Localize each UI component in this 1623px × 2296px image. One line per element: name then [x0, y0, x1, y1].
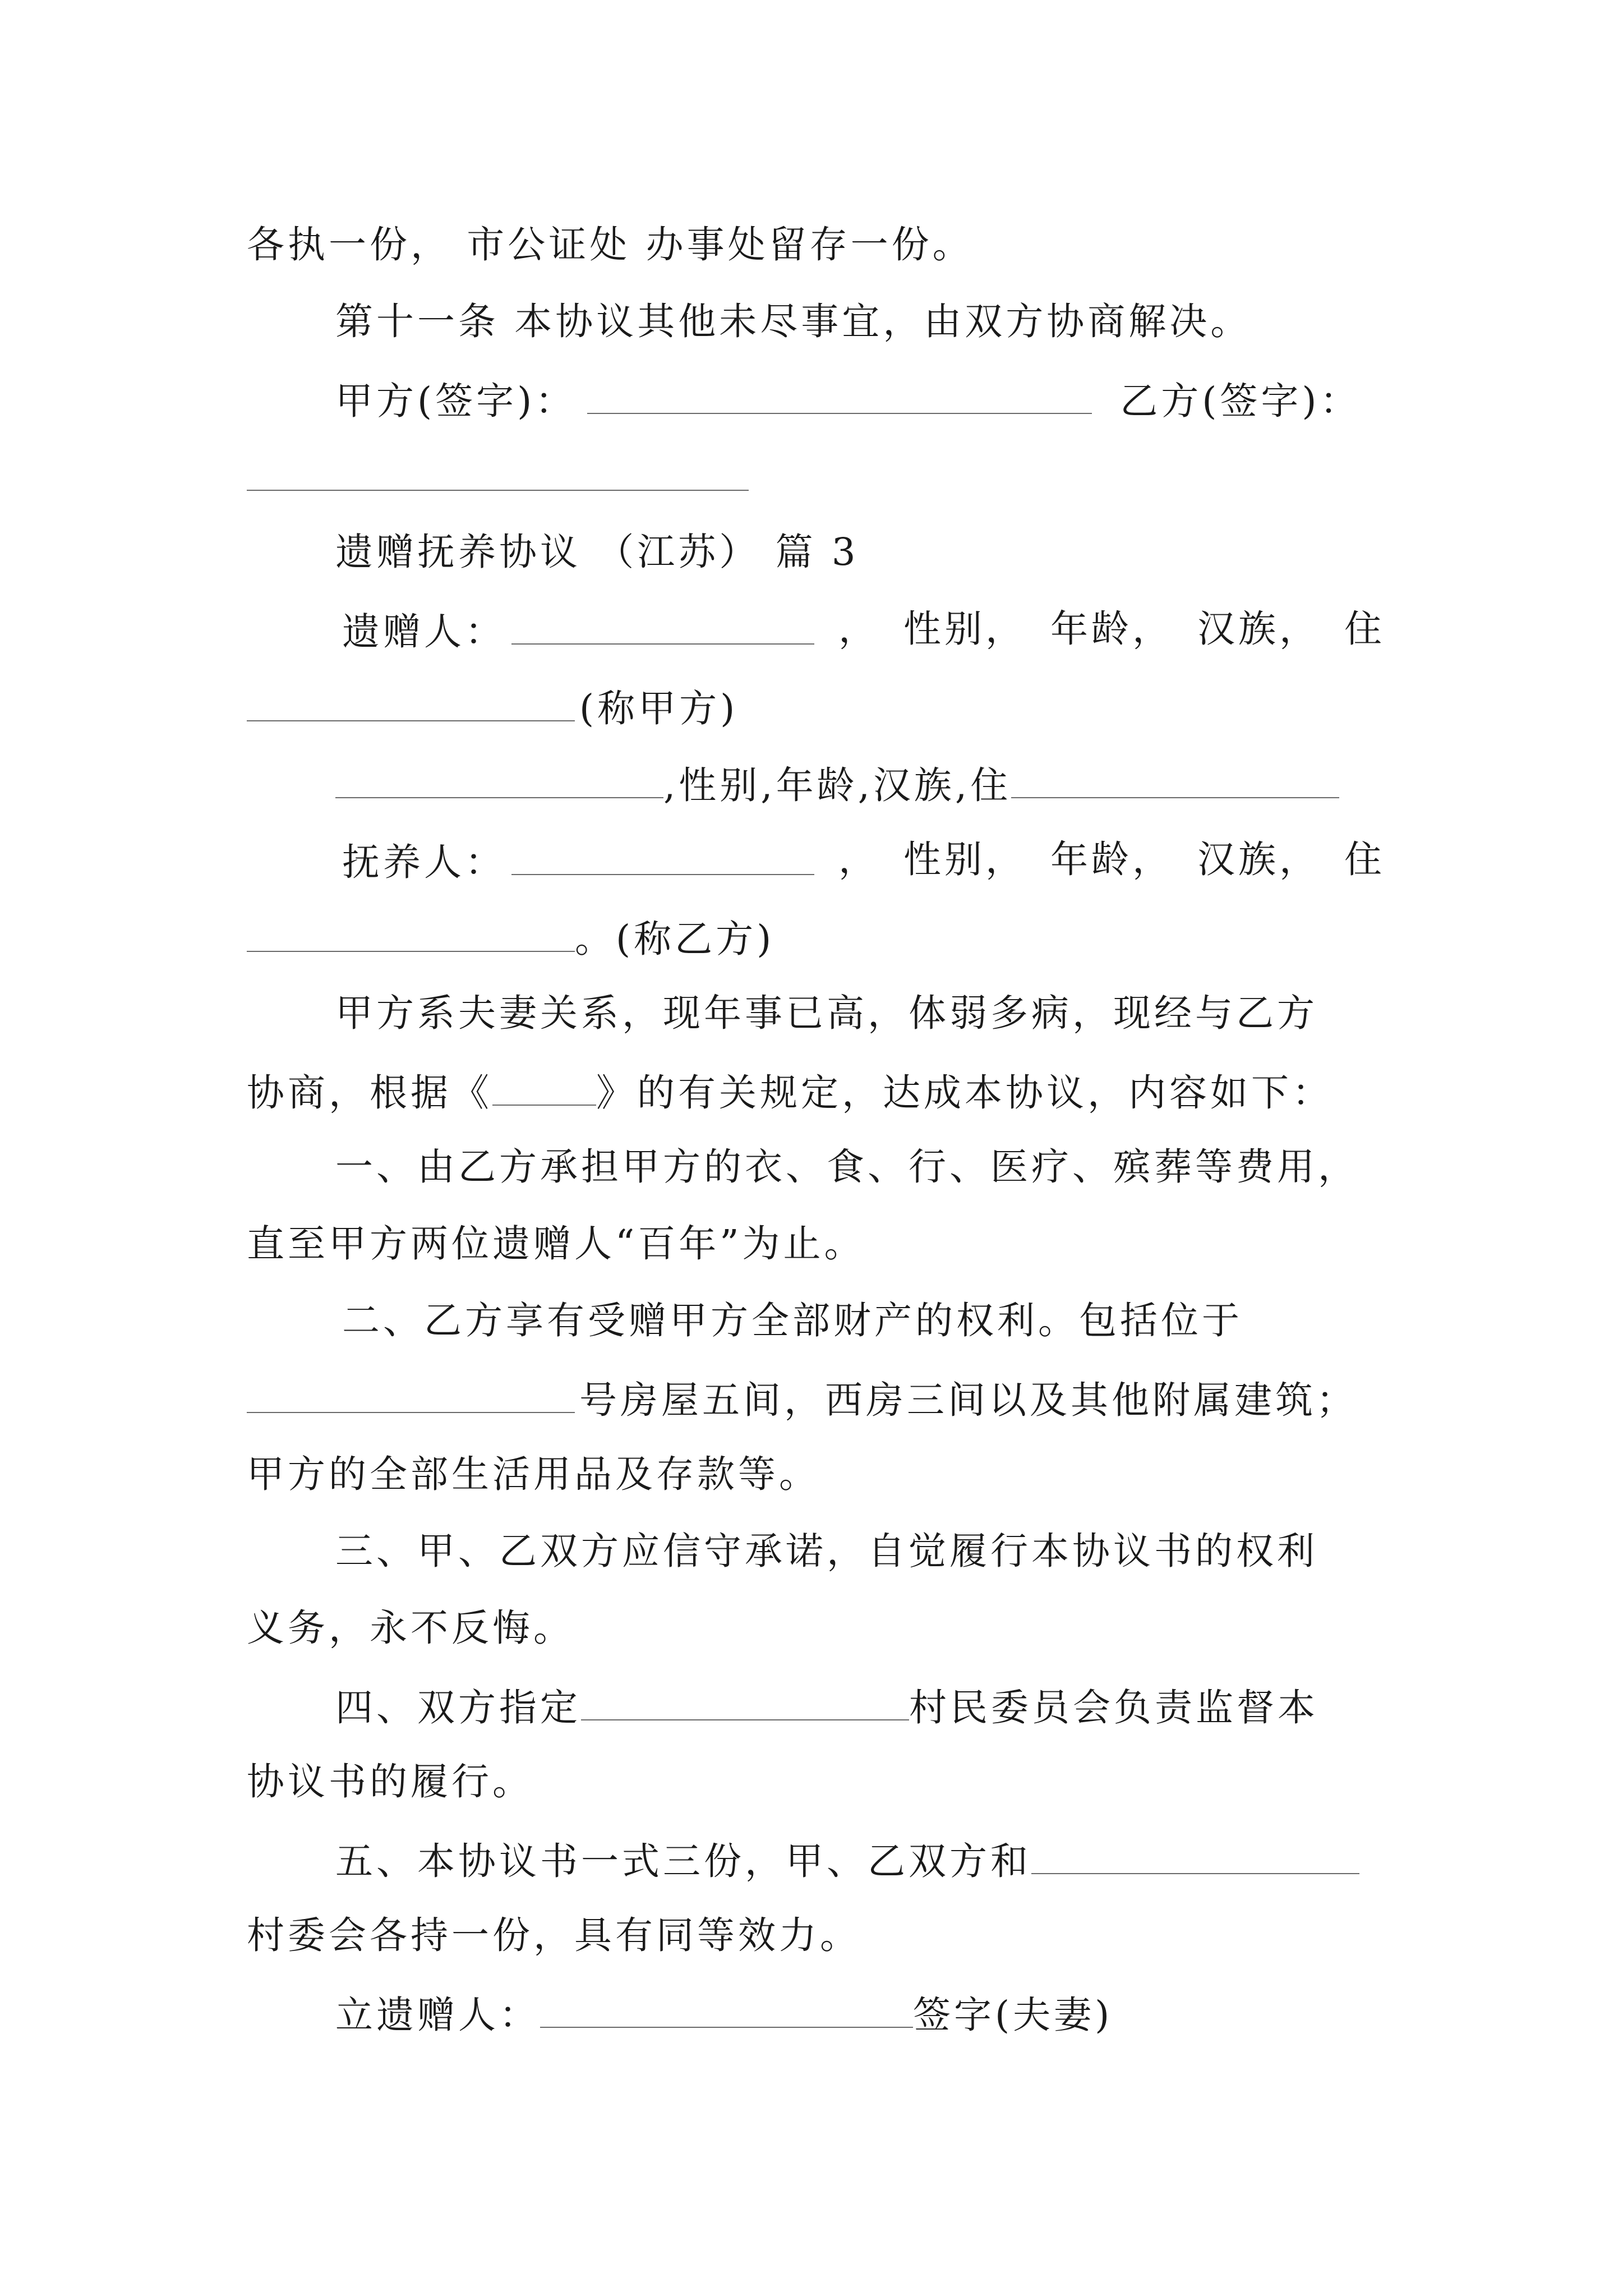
- bequeather-label: 遗赠人：: [342, 610, 506, 654]
- text-line: [247, 217, 1391, 273]
- text: 五、本协议书一式三份，甲、乙双方和: [335, 1839, 1031, 1883]
- text-line: [247, 908, 1391, 964]
- bequeather-signature-line: [335, 1984, 1479, 2040]
- party-a-signature-blank: [587, 370, 1092, 414]
- text: 。(称乙方): [575, 917, 775, 961]
- paragraph-line: [247, 1754, 1391, 1810]
- text: ,性别,年龄,汉族,住: [663, 763, 1012, 807]
- text: 三、甲、乙双方应信守承诺，自觉履行本协议书的权利: [335, 1529, 1318, 1573]
- law-name-blank: [492, 1062, 596, 1106]
- text: 年龄，: [1050, 838, 1173, 881]
- paragraph-line: [247, 1600, 1391, 1656]
- text: 住: [1344, 607, 1385, 651]
- signature-line: [335, 370, 1401, 426]
- text: 汉族，: [1197, 838, 1320, 881]
- paragraph-line: [247, 1062, 1391, 1118]
- paragraph-line: [247, 1907, 1391, 1963]
- bequeather-line: [342, 601, 1385, 657]
- party-b-signature-blank: [247, 447, 749, 491]
- text: 甲方系夫妻关系，现年事已高，体弱多病，现经与乙方: [335, 991, 1318, 1035]
- text: 四、双方指定: [335, 1686, 581, 1729]
- party-a-signature-label: 甲方(签字)：: [335, 379, 577, 423]
- party-b-signature-label: 乙方(签字)：: [1120, 379, 1361, 423]
- text: 村委会各持一份，具有同等效力。: [247, 1913, 861, 1957]
- text: ，: [838, 607, 879, 651]
- name-blank: [335, 754, 663, 798]
- village-blank: [1031, 1830, 1359, 1874]
- text: 一、由乙方承担甲方的衣、食、行、医疗、殡葬等费用，: [335, 1145, 1359, 1189]
- blank-line: [247, 447, 1391, 503]
- text: 汉族，: [1197, 607, 1320, 651]
- paragraph-line: [335, 985, 1479, 1041]
- article-11: [335, 293, 1479, 349]
- heading-text: 遗赠抚养协议 （江苏） 篇 3: [335, 530, 859, 574]
- text: ，: [838, 838, 879, 881]
- text: 直至甲方两位遗赠人“百年”为止。: [247, 1222, 865, 1266]
- text: 年龄，: [1050, 607, 1173, 651]
- village-committee-blank: [581, 1677, 909, 1720]
- text: 协议书的履行。: [247, 1760, 533, 1803]
- supporter-name-blank: [511, 831, 814, 875]
- paragraph-line: [247, 1216, 1391, 1272]
- location-blank: [247, 1369, 575, 1413]
- text: 二、乙方享有受赠甲方全部财产的权利。包括位于: [342, 1299, 1243, 1342]
- text-line: [335, 754, 1479, 811]
- clause-1: [335, 1139, 1479, 1195]
- clause-5: [335, 1830, 1479, 1887]
- text: 号房屋五间，西房三间以及其他附属建筑；: [579, 1378, 1357, 1422]
- text: 住: [1344, 838, 1385, 881]
- text: 义务，永不反悔。: [247, 1606, 574, 1650]
- text: 性别，: [903, 838, 1026, 881]
- address-blank: [1011, 754, 1339, 798]
- address-blank: [247, 908, 575, 952]
- text: 性别，: [903, 607, 1026, 651]
- text: 村民委员会负责监督本: [909, 1686, 1318, 1729]
- text: (称甲方): [579, 687, 739, 730]
- paragraph-line: [247, 1369, 1391, 1425]
- clause-3: [335, 1523, 1479, 1579]
- text: 各执一份， 市公证处 办事处留存一份。: [247, 223, 974, 266]
- bequeather-signature-blank: [540, 1984, 913, 2028]
- text: 协商，根据《: [247, 1071, 492, 1115]
- text-line: [247, 678, 1391, 734]
- paragraph-line: [247, 1446, 1391, 1502]
- address-blank: [247, 678, 575, 721]
- clause-4: [335, 1677, 1479, 1733]
- text: 立遗赠人：: [335, 1993, 540, 2037]
- section-heading: [335, 524, 1479, 580]
- text: 第十一条 本协议其他未尽事宜，由双方协商解决。: [335, 300, 1252, 343]
- supporter-line: [342, 831, 1385, 887]
- text: 签字(夫妻): [913, 1993, 1113, 2037]
- text: 甲方的全部生活用品及存款等。: [247, 1452, 820, 1496]
- text: 》的有关规定，达成本协议，内容如下：: [596, 1071, 1333, 1115]
- supporter-label: 抚养人：: [342, 840, 506, 884]
- bequeather-name-blank: [511, 601, 814, 645]
- clause-2: [342, 1292, 1486, 1349]
